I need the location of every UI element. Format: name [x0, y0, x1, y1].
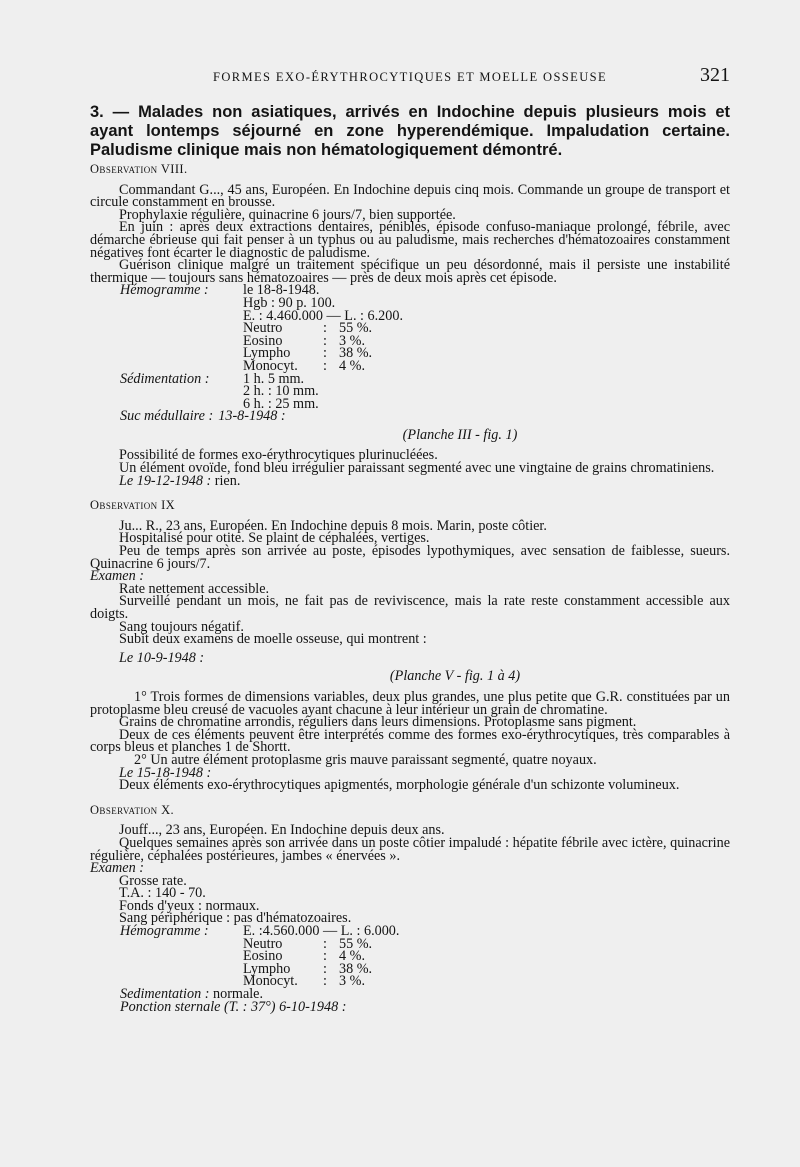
- obs8-paragraph: Guérison clinique malgré un traitement spécifique un peu désordonné, mais il persiste une instabilité thermique — toujours sans hématozoaires — près de deux mois après cet épisode.: [90, 257, 730, 286]
- obs9-paragraph: Ju... R., 23 ans, Européen. En Indochine depuis 8 mois. Marin, poste côtier.: [119, 517, 547, 534]
- formula-name: Eosino: [243, 948, 283, 965]
- observation-9-heading: Observation IX: [90, 498, 176, 513]
- observation-8-heading: Observation VIII.: [90, 162, 188, 176]
- sedimentation-value: 2 h. : 10 mm.: [243, 383, 319, 400]
- sternal-puncture-line: Ponction sternale (T. : 37°) 6-10-1948 :: [120, 998, 347, 1015]
- page-body: [90, 163, 730, 1013]
- obs9-paragraph: 2° Un autre élément protoplasme gris mauve paraissant segmenté, quatre noyaux.: [134, 751, 597, 768]
- obs8-paragraph: Un élément ovoïde, fond bleu irrégulier paraissant segmenté avec une vingtaine de grains chromatiniens.: [119, 460, 715, 477]
- obs8-leukocyte-formula: Neutro : 55 %. Eosino : 3 %. Lympho : 38 %. Monocyt. : 4 %.: [243, 322, 730, 372]
- obs8-marrow-line: [90, 410, 730, 423]
- formula-name: Lympho: [243, 345, 291, 362]
- obs10-leukocyte-formula: Neutro : 55 %. Eosino : 4 %. Lympho : 38 %. Monocyt. : 3 %.: [243, 938, 730, 988]
- plate-reference: (Planche III - fig. 1): [402, 426, 518, 443]
- sedimentation-value: normale.: [209, 986, 264, 1003]
- obs10-paragraph: Jouff..., 23 ans, Européen. En Indochine depuis deux ans.: [119, 822, 445, 839]
- formula-value: 3 %.: [339, 973, 366, 990]
- obs9-paragraph: Surveillé pendant un mois, ne fait pas de reviviscence, mais la rate reste constamment accessible aux doigts.: [90, 593, 730, 622]
- formula-value: 4 %.: [339, 357, 366, 374]
- exam-date: Le 15-18-1948 :: [119, 764, 212, 781]
- obs9-paragraph: Rate nettement accessible.: [119, 580, 270, 597]
- obs8-paragraph: Prophylaxie régulière, quinacrine 6 jours/7, bien supportée.: [119, 206, 456, 223]
- examen-label: Examen :: [90, 860, 144, 877]
- exam-date: Le 19-12-1948 :: [119, 472, 212, 489]
- sedimentation-label: Sedimentation :: [120, 986, 210, 1003]
- obs8-sedimentation-line: [90, 370, 730, 387]
- formula-name: Neutro: [243, 935, 283, 952]
- obs8-paragraph: Commandant G..., 45 ans, Européen. En Indochine depuis cinq mois. Commande un groupe de transport et circule constamment en brousse.: [90, 181, 730, 211]
- formula-value: 55 %.: [339, 935, 373, 952]
- obs10-paragraph: Quelques semaines après son arrivée dans un poste côtier impaludé : hépatite fébrile avec ictère, quinacrine régulière, céphalées postérieures, jambes « énervées ».: [90, 834, 730, 864]
- section-title: 3. — Malades non asiatiques, arrivés en Indochine depuis plusieurs mois et ayant lontemps séjourné en zone hyperendémique. Impaludation certaine. Paludisme clinique mais non hématologiquement démontré.: [90, 103, 730, 159]
- erythro-leuco-count: E. : 4.460.000 — L. : 6.200.: [243, 307, 403, 324]
- hemogram-label: Hémogramme :: [120, 923, 209, 940]
- formula-value: 3 %.: [339, 332, 366, 349]
- running-header: FORMES EXO-ÉRYTHROCYTIQUES ET MOELLE OSSEUSE: [212, 70, 608, 84]
- observation-10-heading: Observation X.: [90, 802, 175, 817]
- formula-name: Monocyt.: [243, 973, 298, 990]
- obs10-hemogram-line: [90, 925, 730, 938]
- obs8-paragraph: Possibilité de formes exo-érythrocytiques plurinucléées.: [119, 447, 438, 464]
- sedimentation-label: Sédimentation :: [120, 370, 210, 387]
- obs8-result-line: Le 19-12-1948 : rien.: [119, 472, 241, 489]
- hemogram-date: le 18-8-1948.: [243, 282, 320, 299]
- obs9-paragraph: Deux éléments exo-érythrocytiques apigmentés, morphologie générale d'un schizonte volumineux.: [119, 777, 680, 794]
- obs9-paragraph: Subit deux examens de moelle osseuse, qui montrent :: [119, 631, 427, 648]
- hemogram-label: Hémogramme :: [120, 282, 209, 299]
- formula-name: Neutro: [243, 320, 283, 337]
- obs8-hemogram-line: [90, 284, 730, 297]
- obs10-paragraph: T.A. : 140 - 70.: [119, 885, 206, 902]
- obs9-paragraph: 1° Trois formes de dimensions variables, deux plus grandes, une plus petite que G.R. constituées par un protoplasme bleu creusé de vacuoles ayant chacune à leur intérieur un grain de chromatine.: [90, 688, 730, 718]
- obs10-paragraph: Fonds d'yeux : normaux.: [119, 897, 260, 914]
- formula-value: 4 %.: [339, 948, 366, 965]
- sedimentation-value: 6 h. : 25 mm.: [243, 395, 319, 412]
- marrow-label: Suc médullaire :: [120, 408, 214, 425]
- obs10-paragraph: Grosse rate.: [119, 872, 187, 889]
- plate-reference: (Planche V - fig. 1 à 4): [389, 668, 521, 685]
- formula-value: 38 %.: [339, 345, 373, 362]
- formula-value: 38 %.: [339, 960, 373, 977]
- marrow-date: 13-8-1948 :: [218, 408, 286, 425]
- obs8-paragraph: En juin : après deux extractions dentaires, pénibles, épisode confuso-maniaque prolongé, fébrile, avec démarche ébrieuse qui fait penser à un typhus ou au paludisme, mais recherches d'hématozoaires constamment négatives font écarter le diagnostic de paludisme.: [90, 219, 730, 261]
- exam-date: Le 10-9-1948 :: [119, 649, 205, 666]
- sedimentation-value: 1 h. 5 mm.: [243, 370, 305, 387]
- obs9-paragraph: Hospitalisé pour otite. Se plaint de céphalées, vertiges.: [119, 530, 430, 547]
- formula-value: 55 %.: [339, 320, 373, 337]
- obs9-paragraph: Grains de chromatine arrondis, réguliers dans leurs dimensions. Protoplasme sans pigment.: [119, 714, 637, 731]
- formula-name: Lympho: [243, 960, 291, 977]
- obs9-paragraph: Sang toujours négatif.: [119, 618, 244, 635]
- obs9-paragraph: Peu de temps après son arrivée au poste, épisodes lypothymiques, avec sensation de faiblesse, sueurs. Quinacrine 6 jours/7.: [90, 543, 730, 572]
- obs9-paragraph: Deux de ces éléments peuvent être interprétés comme des formes exo-érythrocytiques, très comparables à corps bleus et planches 1 de Shortt.: [90, 726, 730, 756]
- hemoglobin-value: Hgb : 90 p. 100.: [243, 294, 336, 311]
- obs10-paragraph: Sang périphérique : pas d'hématozoaires.: [119, 910, 352, 927]
- page-number: 321: [700, 64, 730, 86]
- examen-label: Examen :: [90, 568, 144, 585]
- formula-name: Eosino: [243, 332, 283, 349]
- erythro-leuco-count: E. :4.560.000 — L. : 6.000.: [243, 923, 400, 940]
- formula-name: Monocyt.: [243, 357, 298, 374]
